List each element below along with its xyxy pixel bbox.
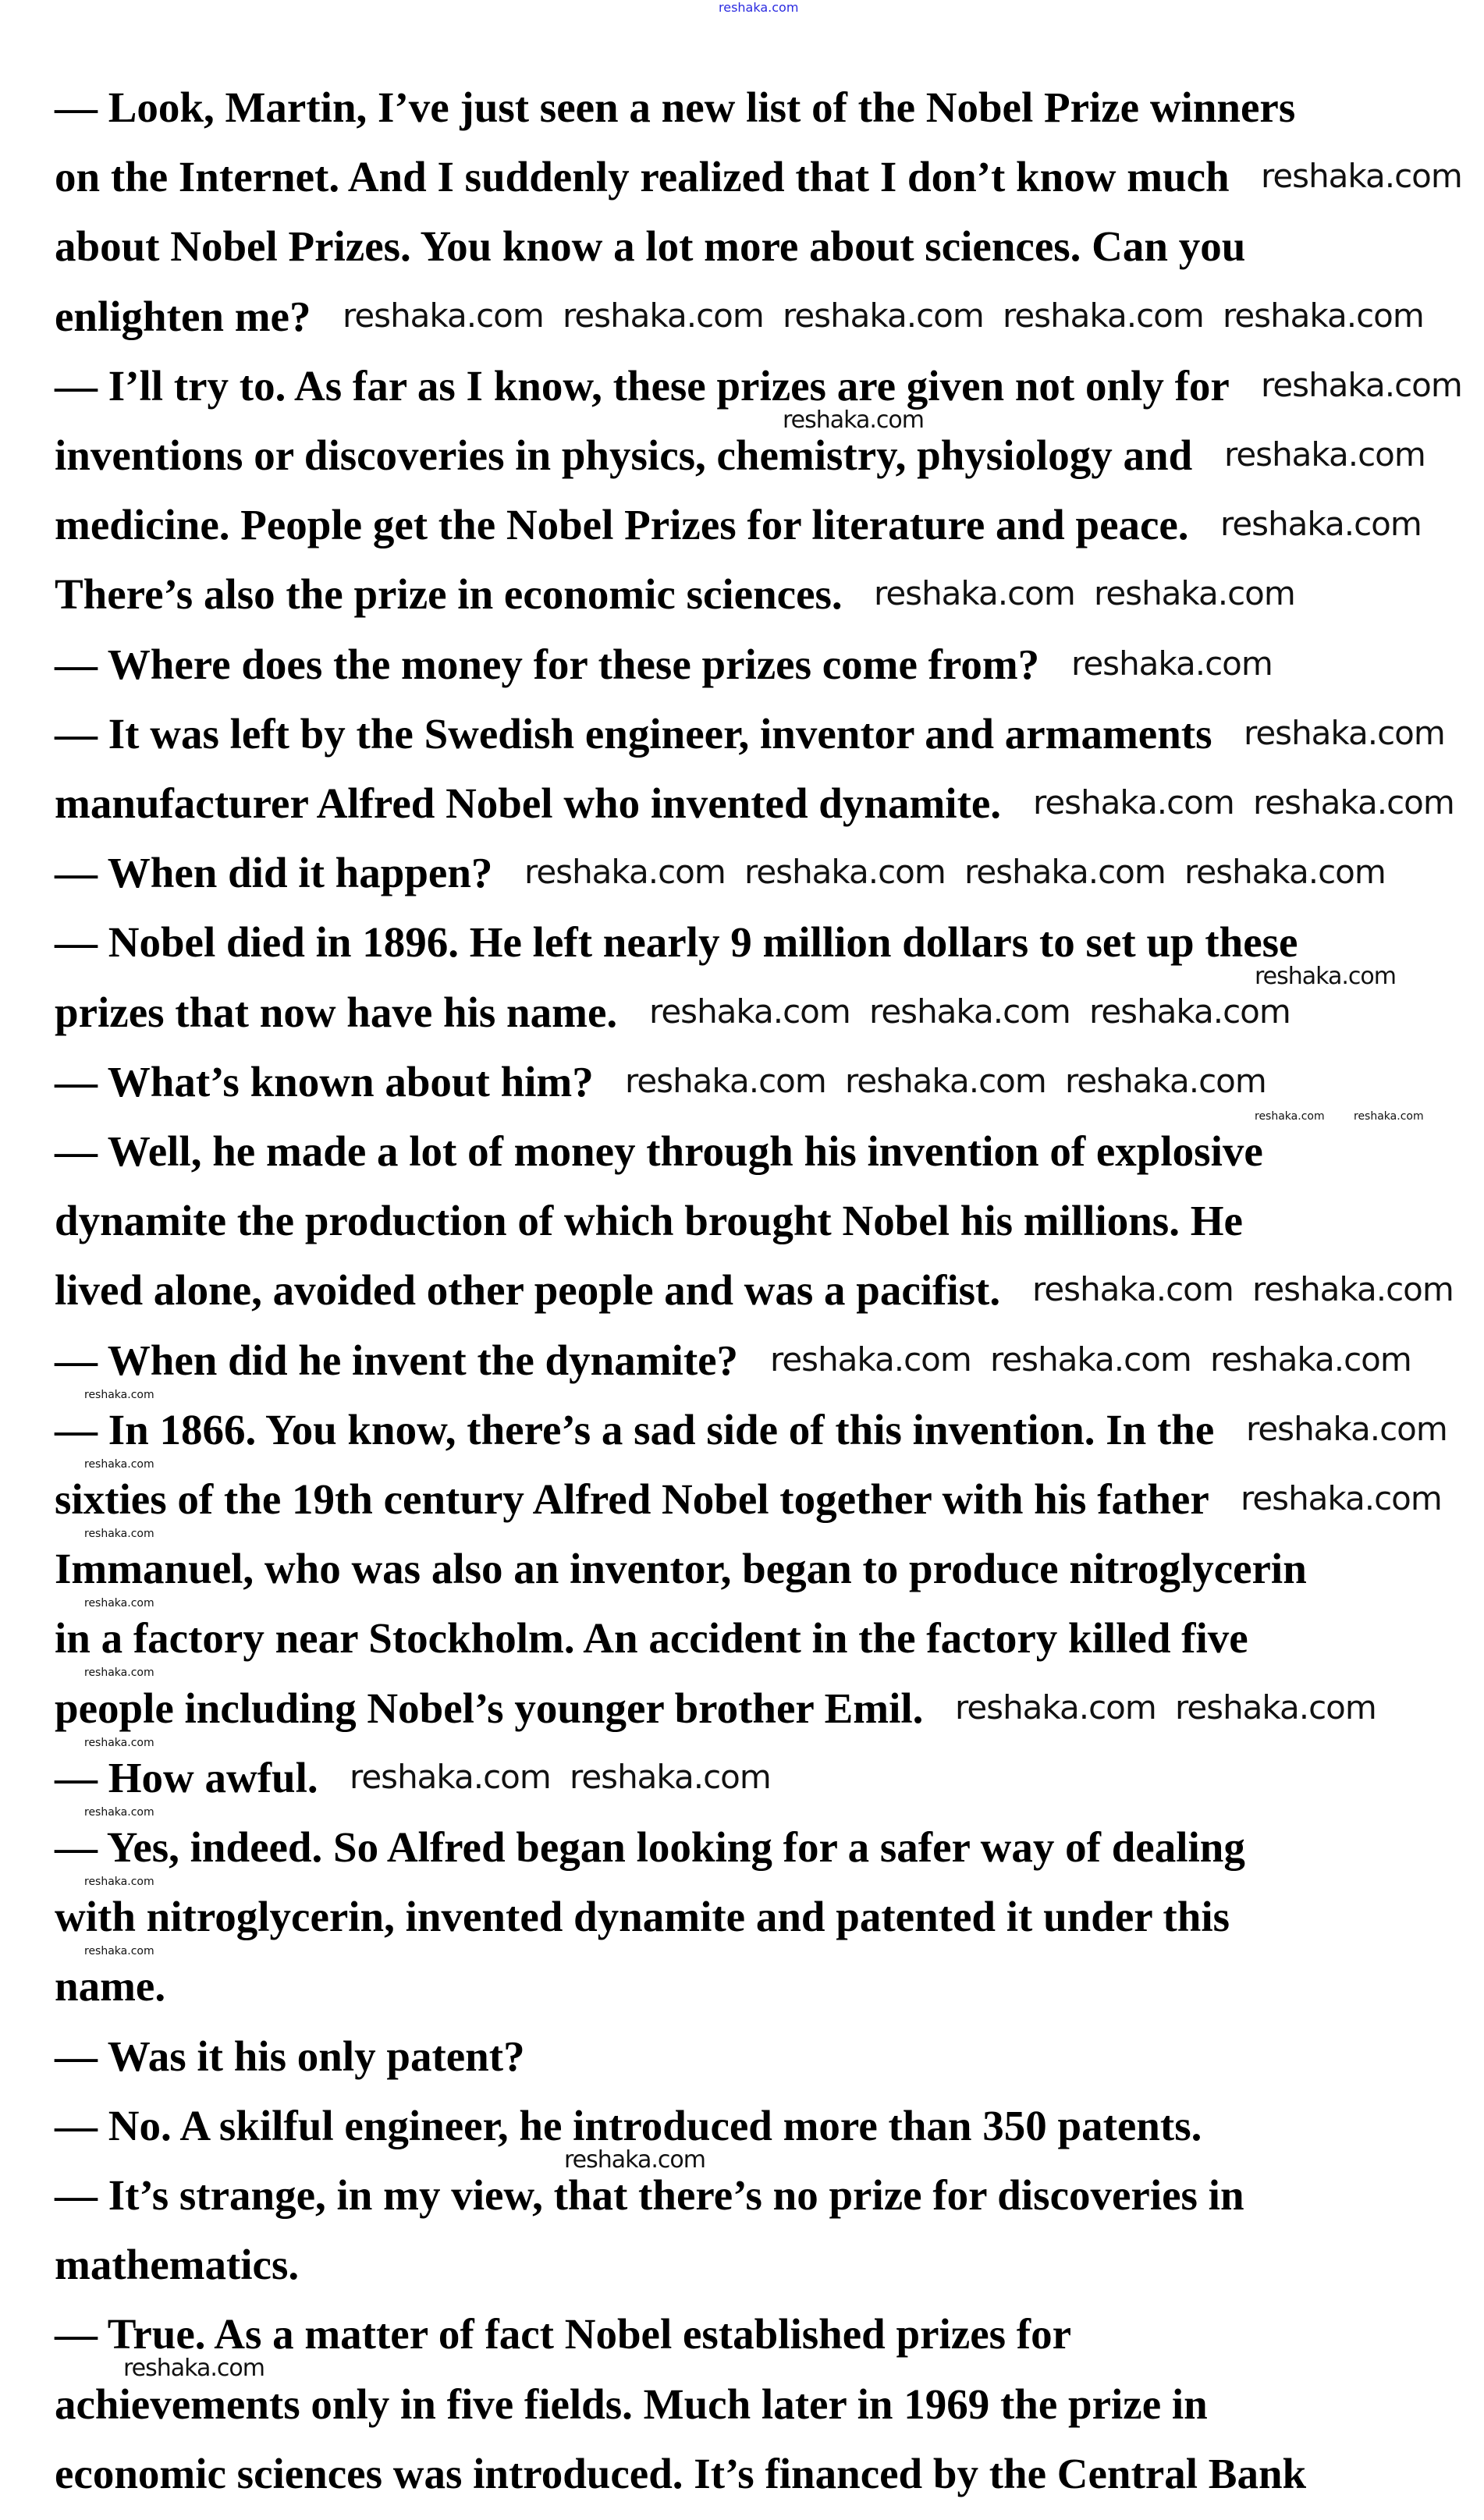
watermark: reshaka.com	[990, 1340, 1191, 1379]
watermark: reshaka.com	[964, 853, 1166, 891]
dialogue-line: — Look, Martin, I’ve just seen a new list of the Nobel Prize winners	[55, 83, 1296, 131]
watermark: reshaka.com	[1223, 296, 1424, 335]
watermark: reshaka.com	[123, 2355, 264, 2382]
dialogue-line: — It was left by the Swedish engineer, inventor and armaments	[55, 709, 1212, 758]
dialogue-line: — Where does the money for these prizes come from?	[55, 640, 1040, 688]
dialogue-line: with nitroglycerin, invented dynamite and patented it under this	[55, 1893, 1230, 1941]
dialogue-line: mathematics.	[55, 2241, 300, 2289]
watermark: reshaka.com	[84, 1876, 154, 1888]
dialogue-line: — Yes, indeed. So Alfred began looking for a safer way of dealing	[55, 1823, 1245, 1871]
dialogue-line: — It’s strange, in my view, that there’s no prize for discoveries in	[55, 2171, 1244, 2219]
watermark: reshaka.com	[1033, 783, 1234, 822]
watermark: reshaka.com	[1261, 366, 1462, 404]
dialogue-line: dynamite the production of which brought Nobel his millions. He	[55, 1197, 1243, 1245]
watermark: reshaka.com	[1261, 157, 1462, 195]
watermark: reshaka.com	[1089, 992, 1291, 1031]
watermark: reshaka.com	[1094, 574, 1295, 612]
dialogue-line: There’s also the prize in economic sciences.	[55, 570, 843, 619]
watermark: reshaka.com	[869, 992, 1070, 1031]
watermark: reshaka.com	[1032, 1270, 1234, 1308]
watermark: reshaka.com	[1354, 1110, 1424, 1123]
watermark: reshaka.com	[84, 1666, 154, 1679]
watermark: reshaka.com	[1065, 1062, 1266, 1100]
watermark: reshaka.com	[770, 1340, 971, 1379]
watermark: reshaka.com	[84, 1528, 154, 1540]
watermark: reshaka.com	[783, 406, 924, 434]
watermark: reshaka.com	[1003, 296, 1204, 335]
dialogue-line: enlighten me?	[55, 292, 311, 340]
dialogue-line: people including Nobel’s younger brother Emil.	[55, 1684, 924, 1732]
dialogue-line: — When did he invent the dynamite?	[55, 1336, 739, 1384]
watermark: reshaka.com	[84, 1389, 154, 1401]
watermark: reshaka.com	[1246, 1410, 1447, 1448]
dialogue-line: economic sciences was introduced. It’s financed by the Central Bank	[55, 2449, 1307, 2497]
watermark: reshaka.com	[625, 1062, 826, 1100]
watermark: reshaka.com	[1244, 714, 1445, 752]
watermark: reshaka.com	[1071, 644, 1273, 683]
dialogue-line: — Was it his only patent?	[55, 2032, 525, 2080]
watermark: reshaka.com	[564, 2146, 705, 2174]
watermark: reshaka.com	[1220, 505, 1422, 543]
watermark: reshaka.com	[874, 574, 1075, 612]
watermark: reshaka.com	[1175, 1688, 1376, 1727]
watermark: reshaka.com	[570, 1758, 771, 1796]
dialogue-line: manufacturer Alfred Nobel who invented dynamite.	[55, 779, 1002, 827]
watermark: reshaka.com	[524, 853, 726, 891]
watermark: reshaka.com	[783, 296, 984, 335]
dialogue-line: name.	[55, 1962, 166, 2011]
dialogue-line: — I’ll try to. As far as I know, these prizes are given not only for	[55, 361, 1230, 410]
site-watermark-top: reshaka.com	[719, 0, 799, 15]
watermark: reshaka.com	[84, 1597, 154, 1610]
watermark: reshaka.com	[1224, 435, 1425, 474]
watermark: reshaka.com	[1252, 1270, 1454, 1308]
dialogue-line: inventions or discoveries in physics, chemistry, physiology and	[55, 431, 1193, 479]
watermark: reshaka.com	[84, 1945, 154, 1957]
watermark: reshaka.com	[84, 1737, 154, 1749]
dialogue-line: lived alone, avoided other people and was a pacifist.	[55, 1266, 1001, 1315]
watermark: reshaka.com	[343, 296, 544, 335]
watermark: reshaka.com	[744, 853, 946, 891]
watermark: reshaka.com	[1255, 963, 1396, 990]
watermark: reshaka.com	[955, 1688, 1156, 1727]
dialogue-line: — Nobel died in 1896. He left nearly 9 million dollars to set up these	[55, 918, 1298, 967]
watermark: reshaka.com	[1184, 853, 1386, 891]
dialogue-line: — In 1866. You know, there’s a sad side of this invention. In the	[55, 1405, 1215, 1453]
watermark: reshaka.com	[84, 1806, 154, 1819]
dialogue-line: achievements only in five fields. Much later in 1969 the prize in	[55, 2380, 1208, 2428]
dialogue-line: on the Internet. And I suddenly realized that I don’t know much	[55, 153, 1230, 201]
watermark: reshaka.com	[350, 1758, 551, 1796]
dialogue-line: in a factory near Stockholm. An accident in the factory killed five	[55, 1614, 1248, 1663]
watermark: reshaka.com	[845, 1062, 1046, 1100]
dialogue-line: prizes that now have his name.	[55, 988, 618, 1036]
watermark: reshaka.com	[1241, 1479, 1442, 1517]
dialogue-line: — True. As a matter of fact Nobel established prizes for	[55, 2310, 1072, 2359]
watermark: reshaka.com	[84, 1458, 154, 1471]
dialogue-line: Immanuel, who was also an inventor, began to produce nitroglycerin	[55, 1545, 1307, 1593]
dialogue-line: — Well, he made a lot of money through his invention of explosive	[55, 1127, 1263, 1175]
dialogue-line: — What’s known about him?	[55, 1057, 594, 1106]
dialogue-line: medicine. People get the Nobel Prizes for literature and peace.	[55, 501, 1189, 549]
watermark: reshaka.com	[1253, 783, 1454, 822]
watermark: reshaka.com	[563, 296, 764, 335]
watermark: reshaka.com	[649, 992, 850, 1031]
watermark: reshaka.com	[1210, 1340, 1411, 1379]
watermark: reshaka.com	[1255, 1110, 1325, 1123]
dialogue-line: — When did it happen?	[55, 849, 493, 897]
dialogue-line: sixties of the 19th century Alfred Nobel together with his father	[55, 1475, 1209, 1523]
dialogue-line: — No. A skilful engineer, he introduced more than 350 patents.	[55, 2101, 1202, 2149]
dialogue-line: — How awful.	[55, 1753, 318, 1801]
dialogue-line: about Nobel Prizes. You know a lot more about sciences. Can you	[55, 222, 1246, 271]
